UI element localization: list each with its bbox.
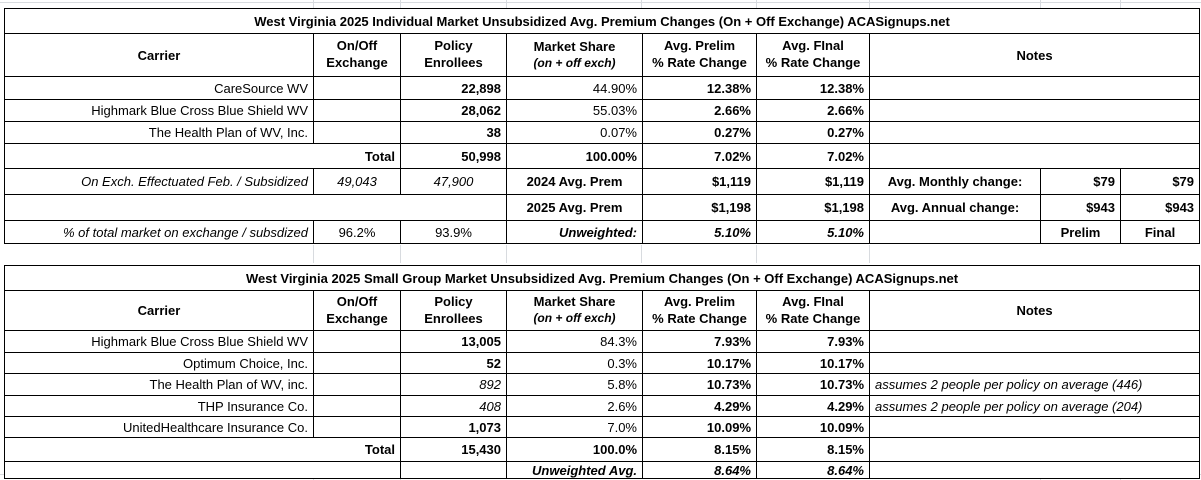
- prelim-rate-cell[interactable]: 0.27%: [643, 122, 757, 144]
- header-onoff-exchange[interactable]: [314, 291, 401, 331]
- header-line: Exchange: [326, 55, 388, 70]
- notes-cell[interactable]: [870, 144, 1200, 169]
- total-enrollees-cell[interactable]: 15,430: [401, 438, 507, 462]
- final-rate-cell[interactable]: 2.66%: [757, 100, 870, 122]
- header-line: % Rate Change: [652, 55, 747, 70]
- carrier-cell[interactable]: THP Insurance Co.: [5, 396, 314, 417]
- header-line: Market Share: [533, 294, 616, 310]
- header-market-share[interactable]: [507, 291, 643, 331]
- table-row: [5, 353, 1200, 374]
- total-prelim-cell[interactable]: 8.15%: [643, 438, 757, 462]
- header-policy-enrollees[interactable]: [401, 291, 507, 331]
- unweighted-prelim-cell[interactable]: 5.10%: [643, 221, 757, 244]
- enrollees-cell[interactable]: 38: [401, 122, 507, 144]
- market-share-cell[interactable]: 2.6%: [507, 396, 643, 417]
- gridline: [641, 0, 642, 8]
- monthly-change-prelim-cell[interactable]: $79: [1041, 169, 1121, 195]
- onoff-cell[interactable]: [314, 77, 401, 100]
- exchange-subsidized-label[interactable]: On Exch. Effectuated Feb. / Subsidized: [5, 169, 314, 195]
- percent-subsidized-cell[interactable]: 93.9%: [401, 221, 507, 244]
- avg-prem-2025-label[interactable]: 2025 Avg. Prem: [507, 195, 643, 221]
- carrier-cell[interactable]: Highmark Blue Cross Blue Shield WV: [5, 100, 314, 122]
- header-carrier[interactable]: Carrier: [5, 34, 314, 77]
- unweighted-prelim-cell[interactable]: 8.64%: [643, 462, 757, 479]
- annual-change-prelim-cell[interactable]: $943: [1041, 195, 1121, 221]
- table-title[interactable]: West Virginia 2025 Individual Market Unsubsidized Avg. Premium Changes (On + Off Exchange) ACASignups.net: [5, 9, 1200, 34]
- prelim-rate-cell[interactable]: 10.17%: [643, 353, 757, 374]
- carrier-cell[interactable]: Highmark Blue Cross Blue Shield WV: [5, 331, 314, 353]
- gridline: [506, 245, 507, 263]
- header-line: Avg. FInal: [782, 293, 844, 309]
- total-final-cell[interactable]: 7.02%: [757, 144, 870, 169]
- carrier-cell[interactable]: CareSource WV: [5, 77, 314, 100]
- enrollees-cell[interactable]: 22,898: [401, 77, 507, 100]
- exchange-percent-row: [5, 221, 1200, 244]
- gridline: [400, 245, 401, 263]
- enrollees-cell[interactable]: 408: [401, 396, 507, 417]
- header-line: Enrollees: [424, 55, 483, 70]
- exchange-subsidized-row: [5, 195, 1200, 221]
- notes-cell[interactable]: assumes 2 people per policy on average (204): [870, 396, 1200, 417]
- header-carrier[interactable]: Carrier: [5, 291, 314, 331]
- annual-change-label[interactable]: Avg. Annual change:: [870, 195, 1041, 221]
- table-row: [5, 417, 1200, 438]
- monthly-change-label[interactable]: Avg. Monthly change:: [870, 169, 1041, 195]
- avg-prem-2025-final-cell[interactable]: $1,198: [757, 195, 870, 221]
- header-line: % Rate Change: [652, 310, 747, 326]
- carrier-cell[interactable]: Optimum Choice, Inc.: [5, 353, 314, 374]
- avg-prem-2024-label[interactable]: 2024 Avg. Prem: [507, 169, 643, 195]
- header-prelim-rate[interactable]: [643, 291, 757, 331]
- header-final-rate[interactable]: [757, 291, 870, 331]
- final-rate-cell[interactable]: 12.38%: [757, 77, 870, 100]
- final-rate-cell[interactable]: 10.73%: [757, 374, 870, 396]
- enrollees-cell[interactable]: 28,062: [401, 100, 507, 122]
- gridline: [756, 0, 757, 8]
- percent-exchange-cell[interactable]: 96.2%: [314, 221, 401, 244]
- notes-cell[interactable]: [870, 438, 1200, 462]
- gridline: [1120, 0, 1121, 8]
- notes-cell[interactable]: [870, 77, 1200, 100]
- total-label-cell[interactable]: Total: [5, 438, 401, 462]
- table-row: [5, 331, 1200, 353]
- header-line: % Rate Change: [765, 55, 861, 70]
- header-line: Policy: [434, 38, 473, 54]
- blank-cell: [870, 462, 1200, 479]
- header-line: On/Off: [336, 38, 378, 54]
- total-label-cell[interactable]: Total: [5, 144, 401, 169]
- avg-prem-2024-final-cell[interactable]: $1,119: [757, 169, 870, 195]
- header-line: % Rate Change: [765, 310, 861, 326]
- gridline: [313, 245, 314, 263]
- unweighted-label[interactable]: Unweighted Avg.: [507, 462, 643, 479]
- unweighted-label[interactable]: Unweighted:: [507, 221, 643, 244]
- individual-market-table: [4, 8, 1200, 244]
- unweighted-row: [5, 462, 1200, 479]
- enrollees-cell[interactable]: 52: [401, 353, 507, 374]
- header-subline: (on + off exch): [533, 311, 616, 326]
- avg-prem-2025-prelim-cell[interactable]: $1,198: [643, 195, 757, 221]
- onoff-cell[interactable]: [314, 122, 401, 144]
- monthly-change-final-cell[interactable]: $79: [1121, 169, 1200, 195]
- header-line: Enrollees: [424, 310, 483, 326]
- gridline: [506, 0, 507, 8]
- onoff-cell[interactable]: [314, 353, 401, 374]
- market-share-cell[interactable]: 55.03%: [507, 100, 643, 122]
- percent-on-exchange-label[interactable]: % of total market on exchange / subsdized: [5, 221, 314, 244]
- table-row: [5, 374, 1200, 396]
- header-subline: (on + off exch): [533, 55, 616, 70]
- header-line: Avg. Prelim: [663, 38, 736, 54]
- market-share-cell[interactable]: 44.90%: [507, 77, 643, 100]
- final-rate-cell[interactable]: 4.29%: [757, 396, 870, 417]
- market-share-cell[interactable]: 0.3%: [507, 353, 643, 374]
- gridline: [1040, 0, 1041, 8]
- notes-cell[interactable]: [870, 100, 1200, 122]
- header-prelim-rate[interactable]: [643, 34, 757, 77]
- unweighted-final-cell[interactable]: 8.64%: [757, 462, 870, 479]
- gridline: [313, 0, 314, 8]
- onoff-cell[interactable]: [314, 417, 401, 438]
- gridline: [869, 245, 870, 263]
- notes-cell[interactable]: [870, 331, 1200, 353]
- unweighted-final-cell[interactable]: 5.10%: [757, 221, 870, 244]
- exchange-effectuated-cell[interactable]: 49,043: [314, 169, 401, 195]
- gridline: [756, 245, 757, 263]
- notes-cell[interactable]: assumes 2 people per policy on average (446): [870, 374, 1200, 396]
- final-column-label[interactable]: Final: [1121, 221, 1200, 244]
- table-title[interactable]: West Virginia 2025 Small Group Market Unsubsidized Avg. Premium Changes (On + Off Exchange) ACASignups.net: [5, 266, 1200, 291]
- gridline: [0, 2, 1201, 3]
- carrier-cell[interactable]: UnitedHealthcare Insurance Co.: [5, 417, 314, 438]
- header-line: Policy: [434, 293, 473, 309]
- header-onoff-exchange[interactable]: [314, 34, 401, 77]
- enrollees-cell[interactable]: 892: [401, 374, 507, 396]
- table-row: [5, 396, 1200, 417]
- enrollees-cell[interactable]: 1,073: [401, 417, 507, 438]
- final-rate-cell[interactable]: 10.09%: [757, 417, 870, 438]
- total-share-cell[interactable]: 100.0%: [507, 438, 643, 462]
- prelim-rate-cell[interactable]: 4.29%: [643, 396, 757, 417]
- total-share-cell[interactable]: 100.00%: [507, 144, 643, 169]
- header-line: Market Share: [533, 38, 616, 54]
- blank-cell: [870, 221, 1041, 244]
- header-line: Exchange: [326, 310, 388, 326]
- notes-cell[interactable]: [870, 417, 1200, 438]
- table-row: [5, 77, 1200, 100]
- gridline: [400, 0, 401, 8]
- table-row: [5, 100, 1200, 122]
- header-notes[interactable]: Notes: [870, 34, 1200, 77]
- total-prelim-cell[interactable]: 7.02%: [643, 144, 757, 169]
- blank-cell: [5, 462, 401, 479]
- avg-prem-2024-prelim-cell[interactable]: $1,119: [643, 169, 757, 195]
- header-line: Avg. Prelim: [663, 293, 736, 309]
- gridline: [869, 0, 870, 8]
- table-row: [5, 122, 1200, 144]
- market-share-cell[interactable]: 5.8%: [507, 374, 643, 396]
- total-final-cell[interactable]: 8.15%: [757, 438, 870, 462]
- notes-cell[interactable]: [870, 122, 1200, 144]
- enrollees-cell[interactable]: 13,005: [401, 331, 507, 353]
- total-enrollees-cell[interactable]: 50,998: [401, 144, 507, 169]
- header-line: Avg. FInal: [782, 38, 844, 54]
- header-policy-enrollees[interactable]: [401, 34, 507, 77]
- total-row: [5, 144, 1200, 169]
- onoff-cell[interactable]: [314, 374, 401, 396]
- prelim-column-label[interactable]: Prelim: [1041, 221, 1121, 244]
- market-share-cell[interactable]: 84.3%: [507, 331, 643, 353]
- header-market-share[interactable]: [507, 34, 643, 77]
- annual-change-final-cell[interactable]: $943: [1121, 195, 1200, 221]
- market-share-cell[interactable]: 7.0%: [507, 417, 643, 438]
- final-rate-cell[interactable]: 10.17%: [757, 353, 870, 374]
- exchange-subsidized-row: [5, 169, 1200, 195]
- blank-cell: [401, 462, 507, 479]
- small-group-market-table: [4, 265, 1200, 479]
- header-notes[interactable]: Notes: [870, 291, 1200, 331]
- blank-blue-cell[interactable]: [5, 195, 507, 221]
- final-rate-cell[interactable]: 0.27%: [757, 122, 870, 144]
- prelim-rate-cell[interactable]: 2.66%: [643, 100, 757, 122]
- notes-cell[interactable]: [870, 353, 1200, 374]
- prelim-rate-cell[interactable]: 10.09%: [643, 417, 757, 438]
- onoff-cell[interactable]: [314, 396, 401, 417]
- onoff-cell[interactable]: [314, 331, 401, 353]
- final-rate-cell[interactable]: 7.93%: [757, 331, 870, 353]
- total-row: [5, 438, 1200, 462]
- prelim-rate-cell[interactable]: 12.38%: [643, 77, 757, 100]
- carrier-cell[interactable]: The Health Plan of WV, Inc.: [5, 122, 314, 144]
- header-final-rate[interactable]: [757, 34, 870, 77]
- onoff-cell[interactable]: [314, 100, 401, 122]
- prelim-rate-cell[interactable]: 10.73%: [643, 374, 757, 396]
- carrier-cell[interactable]: The Health Plan of WV, inc.: [5, 374, 314, 396]
- subsidized-enrollees-cell[interactable]: 47,900: [401, 169, 507, 195]
- market-share-cell[interactable]: 0.07%: [507, 122, 643, 144]
- header-line: On/Off: [336, 293, 378, 309]
- gridline: [641, 245, 642, 263]
- prelim-rate-cell[interactable]: 7.93%: [643, 331, 757, 353]
